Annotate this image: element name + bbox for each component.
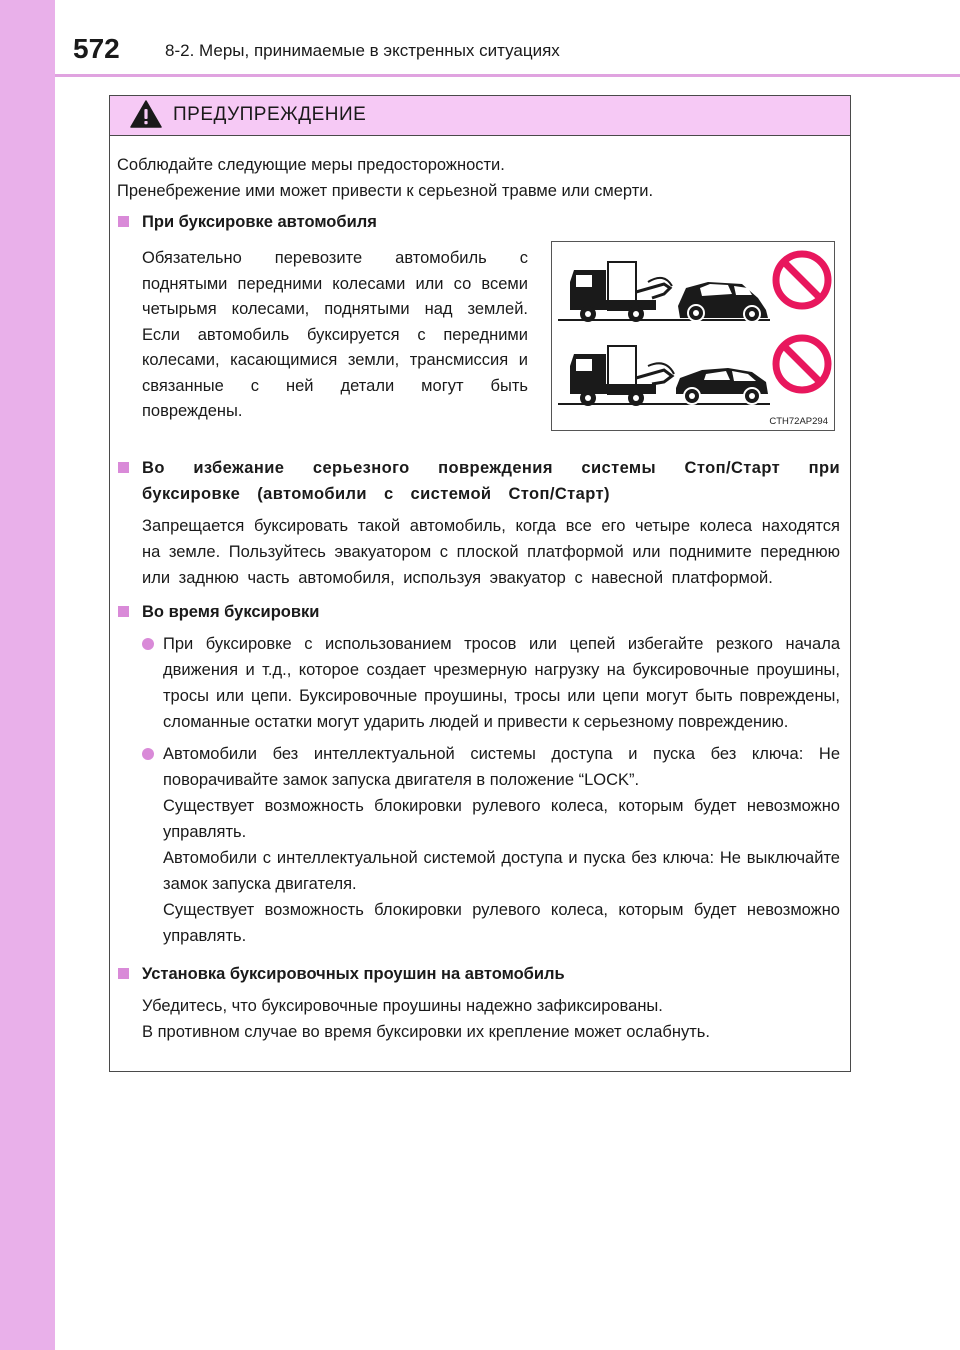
header-divider [55, 74, 960, 77]
prohibited-icon [776, 254, 828, 306]
page-header [55, 0, 960, 74]
square-bullet-icon [118, 462, 129, 473]
bullet-text: Существует возможность блокировки рулевого колеса, которым будет невозможно управлять. [163, 797, 840, 841]
square-bullet-icon [118, 216, 129, 227]
side-tab-strip [0, 0, 55, 1350]
round-bullet-icon [142, 638, 154, 650]
towing-text-block [142, 246, 528, 425]
warning-content [117, 152, 840, 1045]
towing-eyelet-line-1: Убедитесь, что буксировочные проушины надежно зафиксированы. [142, 997, 663, 1015]
list-item [117, 631, 840, 735]
stop-start-text-block [117, 513, 840, 591]
towing-illustration [551, 241, 835, 431]
square-bullet-icon [118, 968, 129, 979]
list-item [117, 741, 840, 949]
towing-section [117, 241, 840, 441]
section-heading-towing-eyelet: Установка буксировочных проушин на автомобиль [117, 961, 840, 987]
warning-triangle-icon [130, 100, 162, 128]
tow-truck-row-1 [558, 262, 770, 322]
warning-intro-line-1: Соблюдайте следующие меры предосторожности. [117, 156, 505, 174]
prohibited-icon [776, 338, 828, 390]
warning-box [109, 95, 851, 1072]
tow-truck-illustration [552, 242, 834, 412]
warning-title: ПРЕДУПРЕЖДЕНИЕ [173, 104, 367, 125]
tow-truck-row-2 [558, 346, 770, 406]
bullet-text: Существует возможность блокировки рулевого колеса, которым будет невозможно управлять. [163, 901, 840, 945]
stop-start-text: Запрещается буксировать такой автомобиль, когда все его четыре колеса находятся на земле. Пользуйтесь эвакуатором с плоской платформой или поднимите переднюю или заднюю часть автомобиля, используя эвакуатор с навесной платформой. [142, 517, 840, 587]
towing-eyelet-line-2: В противном случае во время буксировки их крепление может ослабнуть. [142, 1023, 710, 1041]
page-number: 572 [73, 33, 120, 64]
section-heading-stop-start: Во избежание серьезного повреждения системы Стоп/Старт при буксировке (автомобили с системой Стоп/Старт) [117, 455, 840, 507]
bullet-text: Автомобили без интеллектуальной системы доступа и пуска без ключа: Не поворачивайте замок запуска двигателя в положение “LOCK”. [163, 745, 840, 789]
section-heading-towing: При буксировке автомобиля [117, 209, 840, 235]
warning-header [110, 96, 850, 136]
towing-eyelet-text-block [117, 993, 840, 1045]
section-title: 8-2. Меры, принимаемые в экстренных ситуациях [165, 41, 560, 60]
warning-intro-line-2: Пренебрежение ими может привести к серьезной травме или смерти. [117, 182, 654, 200]
round-bullet-icon [142, 748, 154, 760]
towing-text: Обязательно перевозите автомобиль с поднятыми передними колесами или со всеми четырьмя колесами, поднятыми над землей. Если автомобиль буксируется с передними колесами, касающимися земли, трансмиссия и связанные с ней детали могут быть повреждены. [142, 249, 528, 420]
bullet-text: При буксировке с использованием тросов или цепей избегайте резкого начала движения и т.д., которое создает чрезмерную нагрузку на буксировочные проушины, тросы или цепи. Буксировочные проушины, тросы или цепи могут быть повреждены, сломанные остатки могут ударить людей и привести к серьезному повреждению. [163, 635, 840, 731]
section-heading-during-towing: Во время буксировки [117, 599, 840, 625]
square-bullet-icon [118, 606, 129, 617]
bullet-text: Автомобили с интеллектуальной системой доступа и пуска без ключа: Не выключайте замок запуска двигателя. [163, 849, 840, 893]
figure-code: CTH72AP294 [769, 416, 828, 427]
